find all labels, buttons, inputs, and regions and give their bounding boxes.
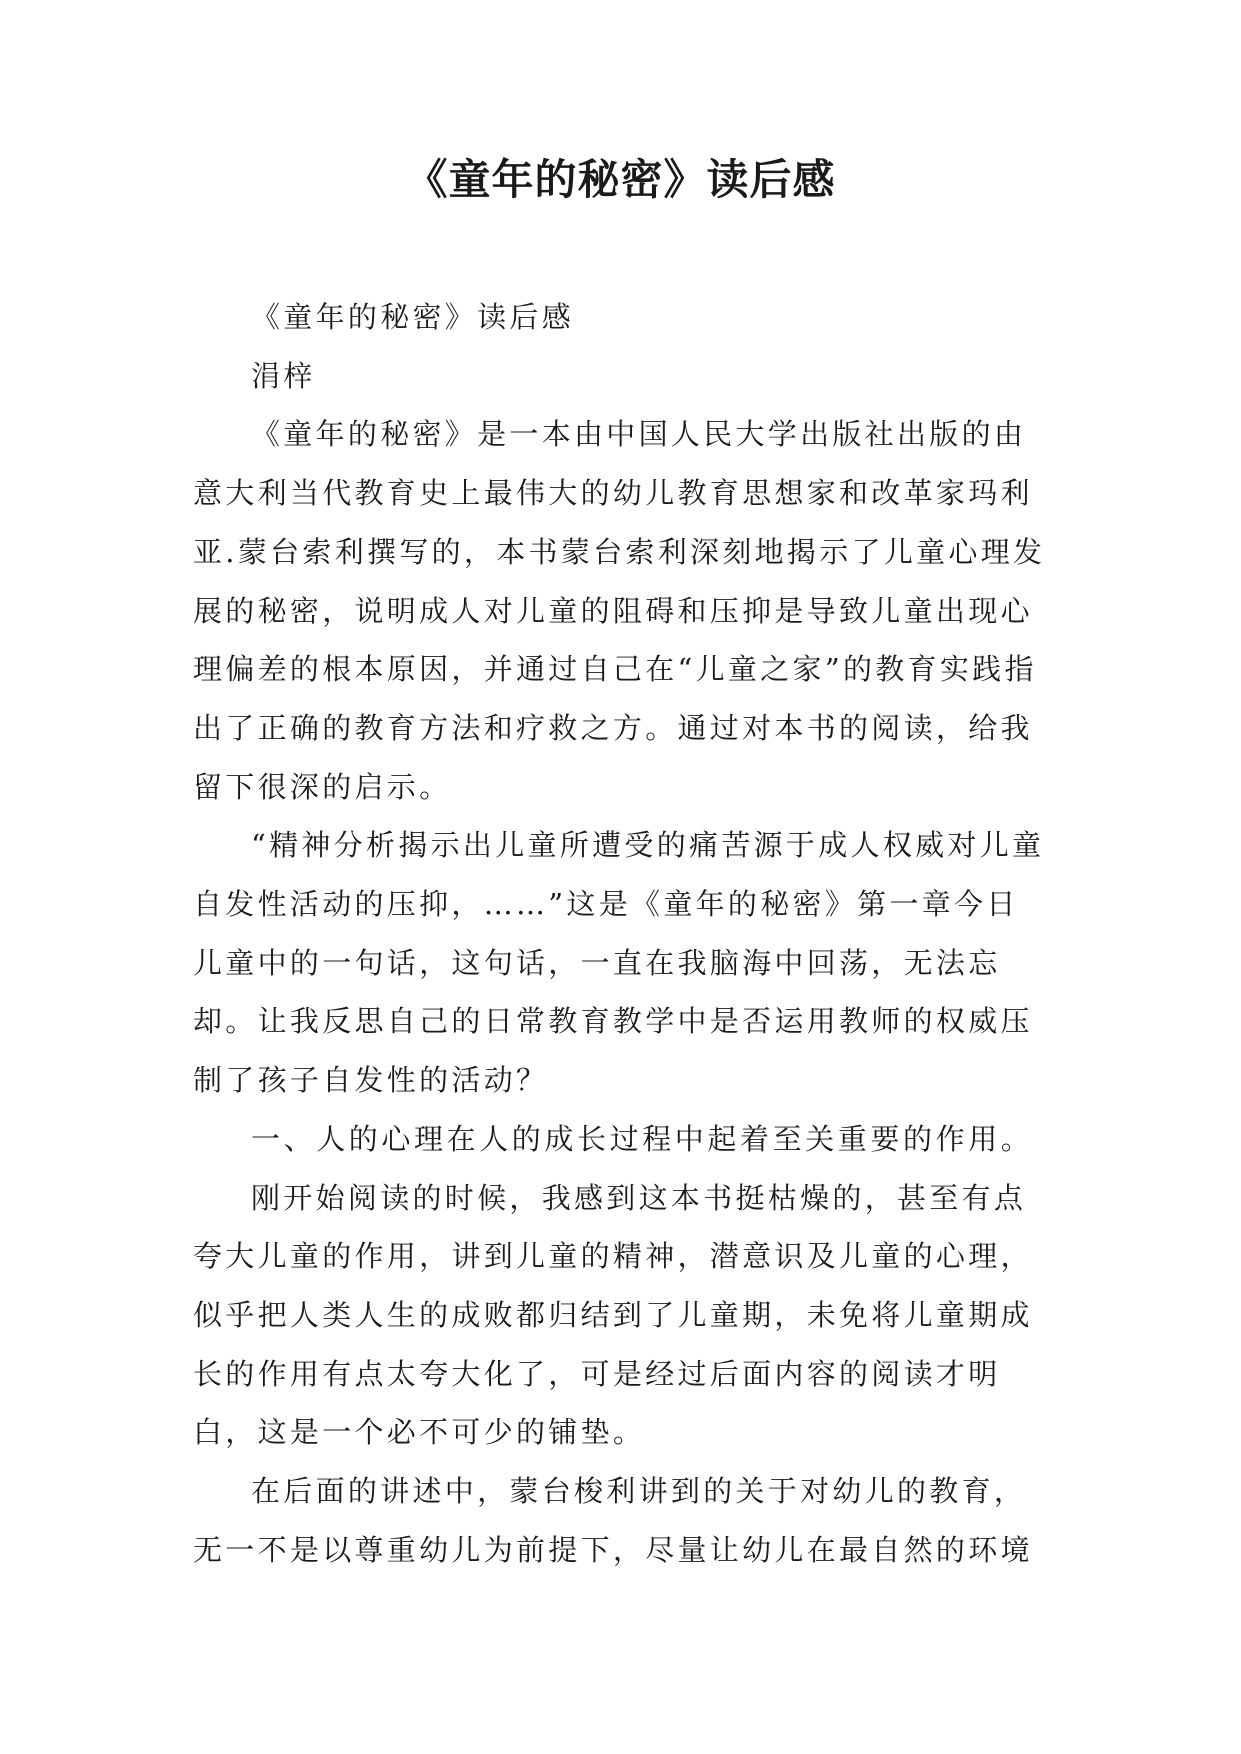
paragraph: 在后面的讲述中，蒙台梭利讲到的关于对幼儿的教育，无一不是以尊重幼儿为前提下，尽量让幼儿在最自然的环境 [193,1474,1033,1567]
document-body [193,288,1049,1579]
paragraph: “精神分析揭示出儿童所遭受的痛苦源于成人权威对儿童自发性活动的压抑，……”这是《童年的秘密》第一章今日儿童中的一句话，这句话，一直在我脑海中回荡，无法忘却。让我反思自己的日常教育教学中是否运用教师的权威压制了孩子自发性的活动？ [193,828,1045,1098]
document-title: 《童年的秘密》读后感 [405,155,836,204]
subtitle-line: 《童年的秘密》读后感 [251,300,575,334]
author-line: 涓梓 [251,358,316,393]
paragraph: 刚开始阅读的时候，我感到这本书挺枯燥的，甚至有点夸大儿童的作用，讲到儿童的精神，潜意识及儿童的心理，似乎把人类人生的成败都归结到了儿童期，未免将儿童期成长的作用有点太夸大化了，可是经过后面内容的阅读才明白，这是一个必不可少的铺垫。 [193,1180,1033,1450]
section-heading: 一、人的心理在人的成长过程中起着至关重要的作用。 [251,1121,1034,1156]
paragraph: 《童年的秘密》是一本由中国人民大学出版社出版的由意大利当代教育史上最伟大的幼儿教育思想家和改革家玛利亚.蒙台索利撰写的，本书蒙台索利深刻地揭示了儿童心理发展的秘密，说明成人对儿童的阻碍和压抑是导致儿童出现心理偏差的根本原因，并通过自己在“儿童之家”的教育实践指出了正确的教育方法和疗救之方。通过对本书的阅读，给我留下很深的启示。 [193,417,1046,804]
